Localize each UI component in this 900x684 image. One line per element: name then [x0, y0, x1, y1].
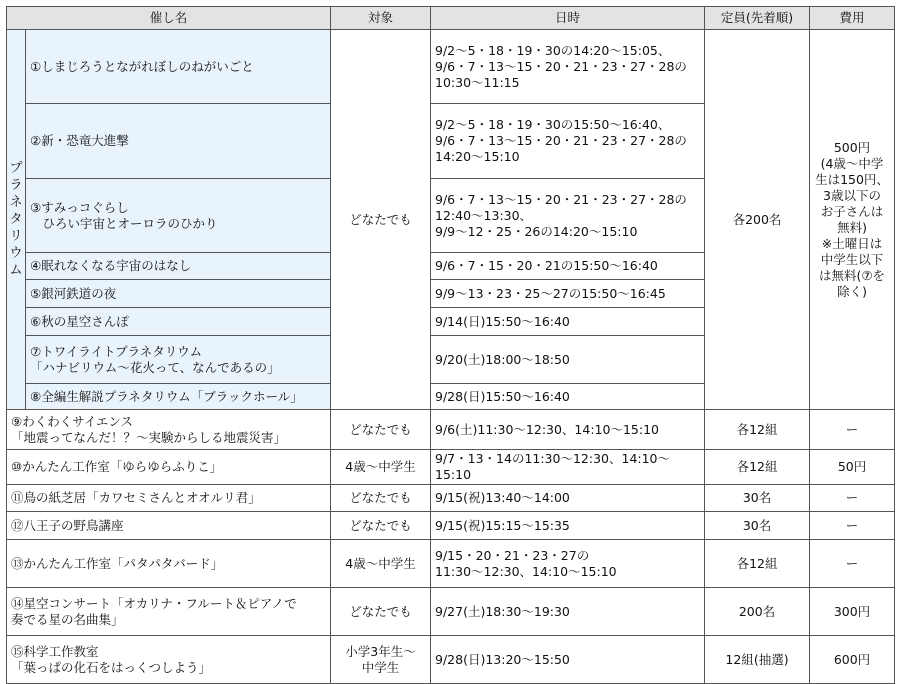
event-datetime: 9/20(土)18:00～18:50	[431, 336, 705, 384]
event-datetime: 9/15(祝)13:40～14:00	[431, 485, 705, 512]
header-target: 対象	[331, 7, 431, 30]
event-target: どなたでも	[331, 30, 431, 410]
event-target: 4歳～中学生	[331, 450, 431, 485]
event-name: ⑩かんたん工作室「ゆらゆらふりこ」	[7, 450, 331, 485]
event-target: 小学3年生～ 中学生	[331, 636, 431, 684]
header-fee: 費用	[810, 7, 895, 30]
table-row	[7, 450, 895, 485]
event-name: ②新・恐竜大進撃	[26, 104, 331, 179]
event-name: ①しまじろうとながれぼしのねがいごと	[26, 30, 331, 104]
event-datetime: 9/2～5・18・19・30の14:20～15:05、 9/6・7・13～15・20・21・23・27・28の 10:30～11:15	[431, 30, 705, 104]
event-fee: ー	[810, 485, 895, 512]
table-row	[7, 485, 895, 512]
event-fee: 300円	[810, 588, 895, 636]
event-capacity: 12組(抽選)	[705, 636, 810, 684]
event-datetime: 9/9～13・23・25～27の15:50～16:45	[431, 280, 705, 308]
event-capacity: 30名	[705, 512, 810, 540]
event-capacity: 200名	[705, 588, 810, 636]
event-capacity: 30名	[705, 485, 810, 512]
event-datetime: 9/15・20・21・23・27の 11:30～12:30、14:10～15:10	[431, 540, 705, 588]
event-name: ⑬かんたん工作室「パタパタバード」	[7, 540, 331, 588]
table-row	[7, 30, 895, 104]
event-datetime: 9/7・13・14の11:30～12:30、14:10～15:10	[431, 450, 705, 485]
event-name: ⑤銀河鉄道の夜	[26, 280, 331, 308]
table-row	[7, 410, 895, 450]
event-datetime: 9/14(日)15:50～16:40	[431, 308, 705, 336]
event-capacity: 各12組	[705, 540, 810, 588]
event-name: ⑨わくわくサイエンス 「地震ってなんだ！？～実験からしる地震災害」	[7, 410, 331, 450]
event-capacity: 各12組	[705, 410, 810, 450]
event-fee: 600円	[810, 636, 895, 684]
event-datetime: 9/2～5・18・19・30の15:50～16:40、 9/6・7・13～15・20・21・23・27・28の 14:20～15:10	[431, 104, 705, 179]
event-datetime: 9/28(日)15:50～16:40	[431, 384, 705, 410]
event-name: ⑧全編生解説プラネタリウム「ブラックホール」	[26, 384, 331, 410]
event-name: ⑭星空コンサート「オカリナ・フルート＆ピアノで 奏でる星の名曲集」	[7, 588, 331, 636]
event-fee: ー	[810, 410, 895, 450]
header-datetime: 日時	[431, 7, 705, 30]
header-row	[7, 7, 895, 30]
event-name: ⑪鳥の紙芝居「カワセミさんとオオルリ君」	[7, 485, 331, 512]
category-planetarium: プラネタリウム	[7, 30, 26, 410]
table-row	[7, 540, 895, 588]
event-name: ⑮科学工作教室 「葉っぱの化石をはっくつしよう」	[7, 636, 331, 684]
event-datetime: 9/28(日)13:20～15:50	[431, 636, 705, 684]
event-fee: ー	[810, 540, 895, 588]
event-fee: 50円	[810, 450, 895, 485]
event-target: どなたでも	[331, 588, 431, 636]
header-capacity: 定員(先着順)	[705, 7, 810, 30]
event-name: ④眠れなくなる宇宙のはなし	[26, 253, 331, 280]
event-datetime: 9/15(祝)15:15～15:35	[431, 512, 705, 540]
event-name: ⑦トワイライトプラネタリウム 「ハナビリウム～花火って、なんであるの」	[26, 336, 331, 384]
table-row	[7, 588, 895, 636]
event-capacity: 各200名	[705, 30, 810, 410]
header-name: 催し名	[7, 7, 331, 30]
event-datetime: 9/6・7・15・20・21の15:50～16:40	[431, 253, 705, 280]
event-name: ③すみっコぐらし ひろい宇宙とオーロラのひかり	[26, 179, 331, 253]
event-name: ⑥秋の星空さんぽ	[26, 308, 331, 336]
table-row	[7, 636, 895, 684]
event-datetime: 9/6・7・13～15・20・21・23・27・28の 12:40～13:30、 9/9～12・25・26の14:20～15:10	[431, 179, 705, 253]
event-target: どなたでも	[331, 485, 431, 512]
event-fee: 500円 (4歳～中学 生は150円、 3歳以下の お子さんは 無料) ※土曜日は 中学生以下 は無料(⑦を 除く)	[810, 30, 895, 410]
event-schedule-table	[6, 6, 895, 684]
event-name: ⑫八王子の野鳥講座	[7, 512, 331, 540]
event-datetime: 9/27(土)18:30～19:30	[431, 588, 705, 636]
table-row	[7, 512, 895, 540]
event-datetime: 9/6(土)11:30～12:30、14:10～15:10	[431, 410, 705, 450]
event-target: 4歳～中学生	[331, 540, 431, 588]
event-target: どなたでも	[331, 410, 431, 450]
event-fee: ー	[810, 512, 895, 540]
event-target: どなたでも	[331, 512, 431, 540]
event-capacity: 各12組	[705, 450, 810, 485]
